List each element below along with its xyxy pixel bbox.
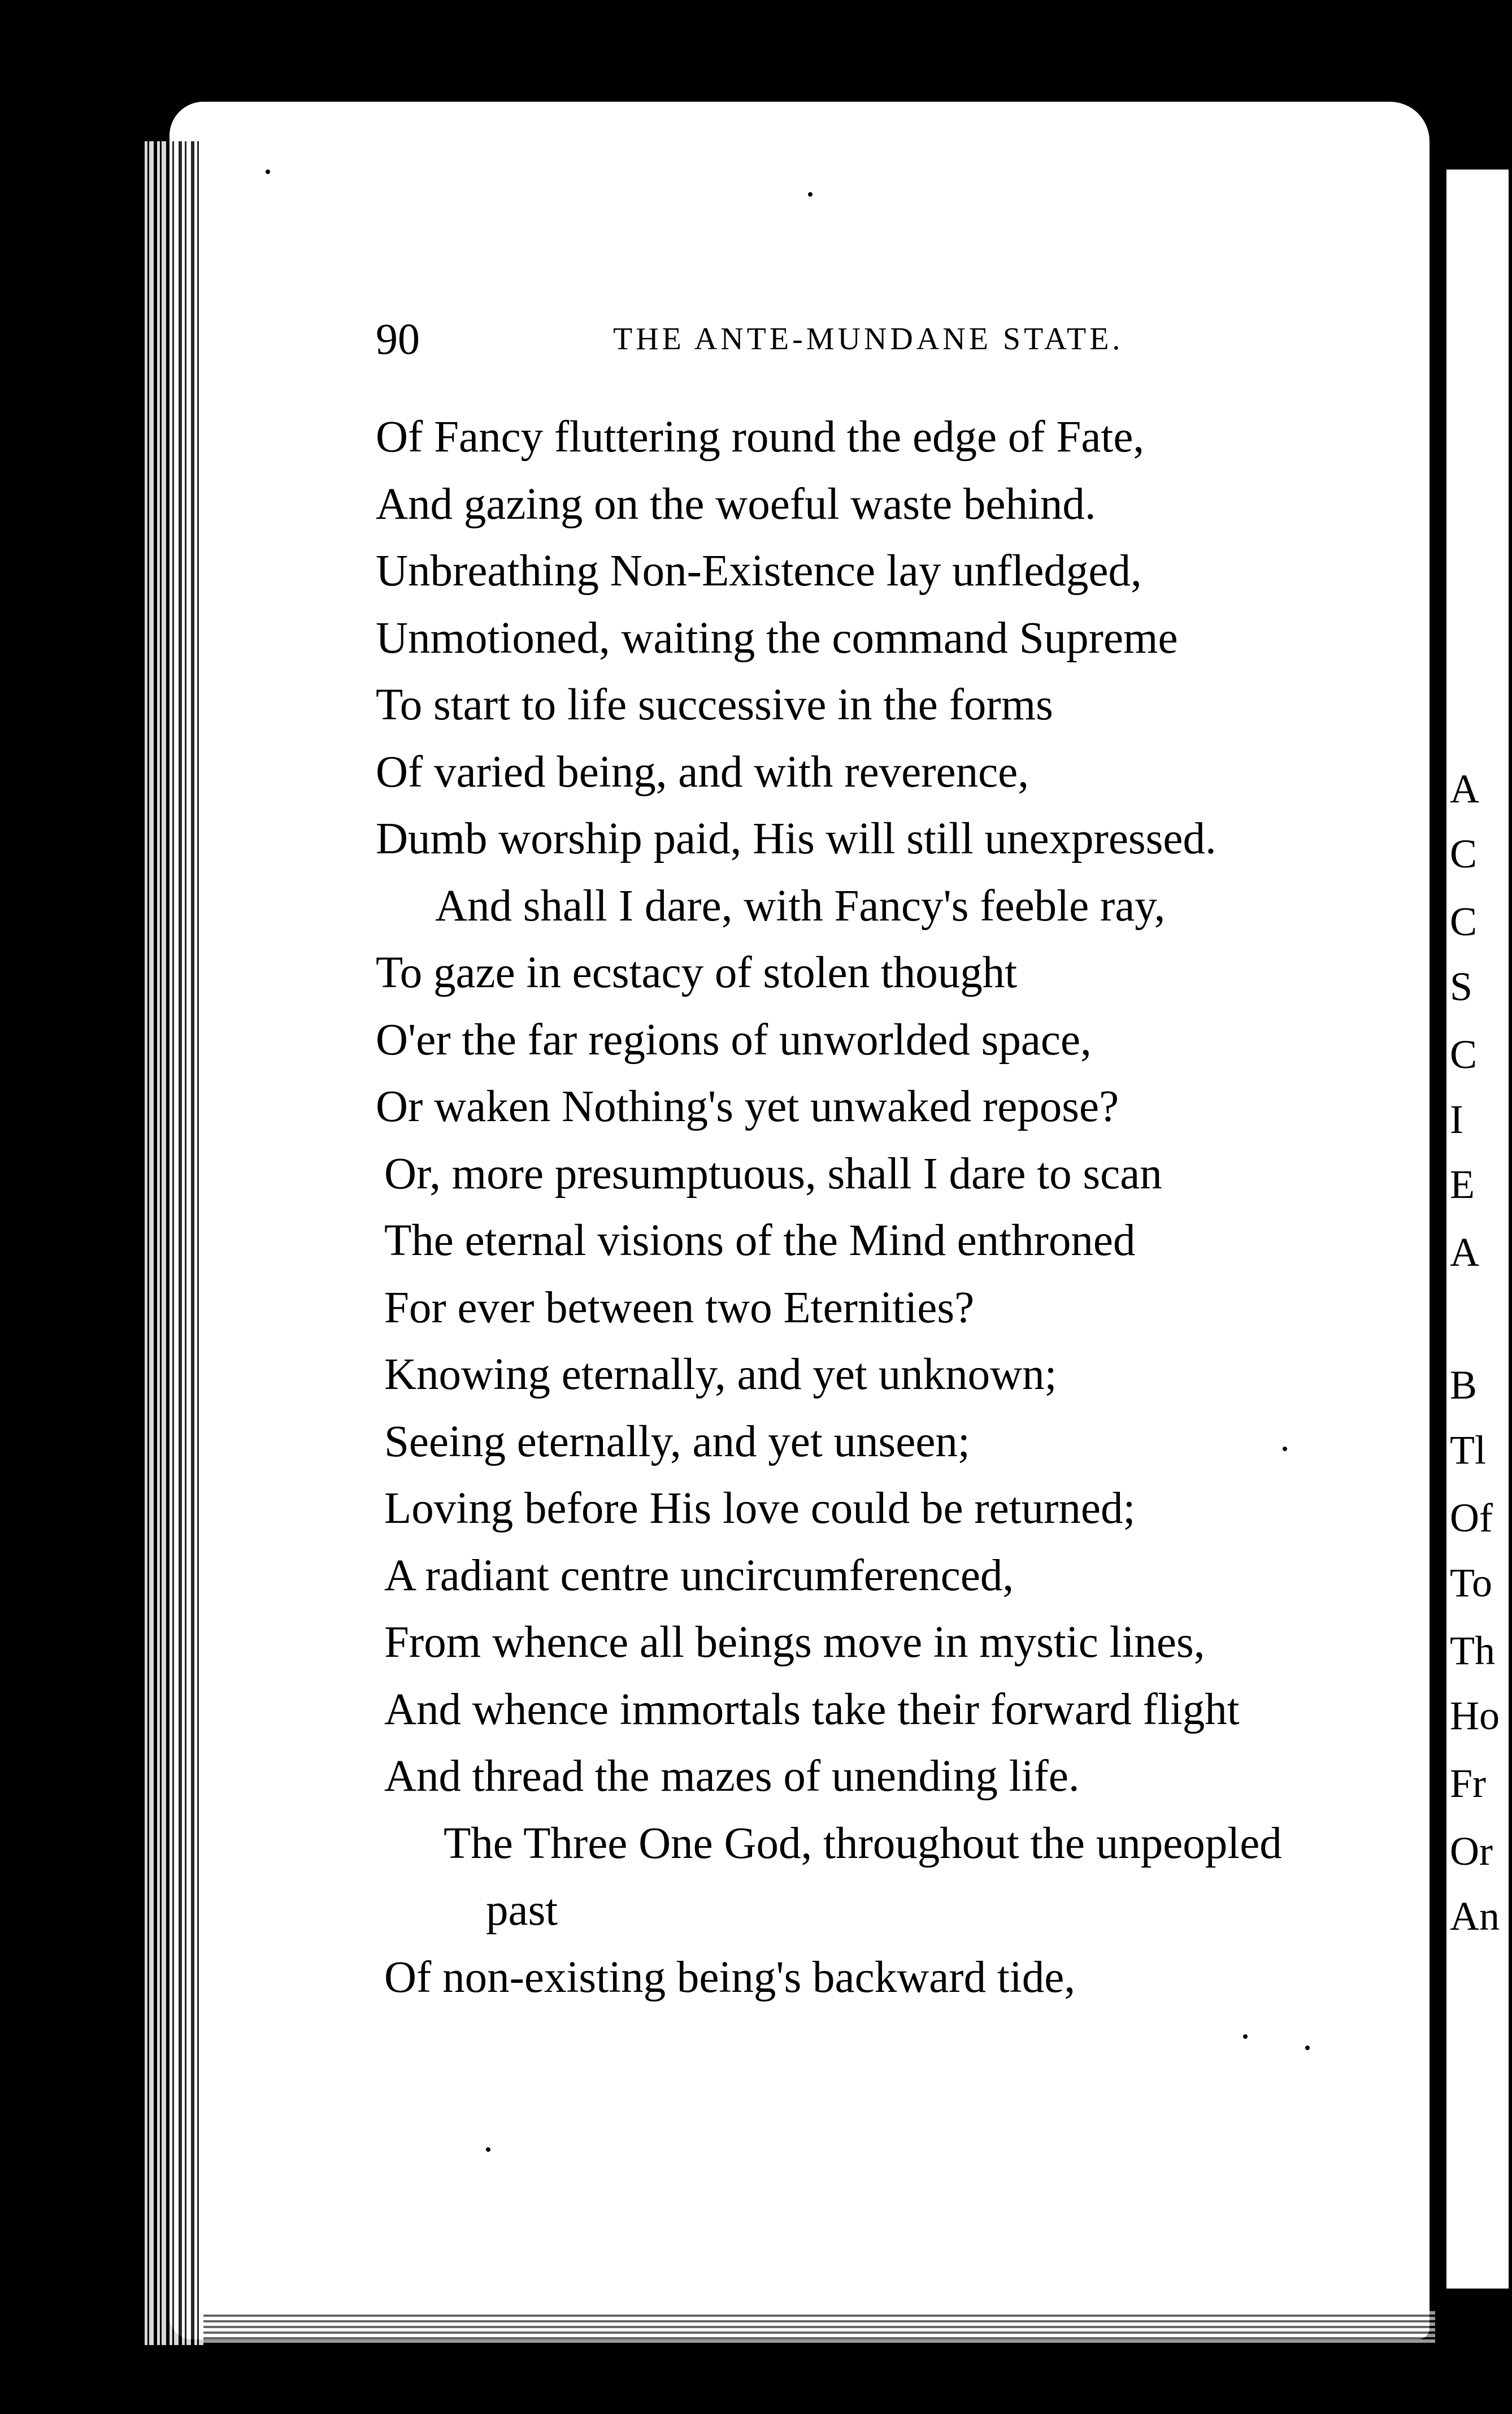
poem-line: And thread the mazes of unending life. [384,1752,1080,1801]
facing-page-fragment: Ho [1450,1695,1500,1736]
facing-page-fragment: C [1450,1034,1478,1075]
poem-line: Or, more presumptuous, shall I dare to scan [384,1149,1162,1199]
poem-line: Or waken Nothing's yet unwaked repose? [376,1082,1119,1131]
poem-line: Unmotioned, waiting the command Supreme [376,613,1178,663]
print-speck [1305,2046,1310,2050]
facing-page-fragment: Or [1450,1831,1493,1872]
facing-page-fragment: B [1450,1365,1478,1405]
facing-page-fragment: S [1450,966,1473,1007]
poem-line: Of non-existing being's backward tide, [384,1952,1076,2002]
poem-line: Of Fancy fluttering round the edge of Fate, [376,413,1145,462]
page-header [376,314,1393,364]
page-gutter-edge [141,141,203,2345]
poem-line: And gazing on the woeful waste behind. [376,479,1096,529]
poem-line: The Three One God, throughout the unpeopled [444,1818,1282,1868]
facing-page-fragment: C [1450,833,1478,874]
facing-page-fragment: E [1450,1164,1475,1205]
print-speck [808,192,813,197]
print-speck [266,170,270,174]
poem-line: Unbreathing Non-Existence lay unfledged, [376,546,1142,596]
facing-page-fragment: Fr [1450,1763,1487,1804]
page-bottom-edge [203,2311,1435,2345]
poem-text [376,404,1427,2011]
poem-line: Knowing eternally, and yet unknown; [384,1350,1057,1399]
poem-line: To gaze in ecstacy of stolen thought [376,948,1018,997]
poem-line: And whence immortals take their forward flight [384,1684,1240,1734]
facing-page-fragment: A [1450,1232,1479,1273]
poem-line: Dumb worship paid, His will still unexpressed. [376,814,1216,863]
poem-line: To start to life successive in the forms [376,680,1053,730]
facing-page-fragment: To [1450,1562,1492,1603]
page-number: 90 [376,314,420,363]
running-title: THE ANTE-MUNDANE STATE. [613,322,1124,357]
poem-line: The eternal visions of the Mind enthroned [384,1216,1136,1265]
facing-page-fragment: Th [1450,1630,1495,1671]
facing-page-fragment: Tl [1450,1430,1486,1470]
poem-line: Of varied being, and with reverence, [376,747,1029,797]
facing-page-fragment: An [1450,1896,1500,1937]
print-speck [1283,1447,1287,1451]
poem-line: A radiant centre uncircumferenced, [384,1551,1014,1600]
poem-line: Seeing eternally, and yet unseen; [384,1417,970,1466]
poem-line: past [486,1886,558,1935]
poem-line: O'er the far regions of unworlded space, [376,1015,1092,1065]
poem-line: For ever between two Eternities? [384,1283,975,1332]
facing-page [1446,170,1509,2289]
poem-line: And shall I dare, with Fancy's feeble ray, [435,881,1166,931]
facing-page-fragment: Of [1450,1497,1493,1538]
poem-line: Loving before His love could be returned; [384,1484,1136,1533]
facing-page-fragment: A [1450,769,1479,809]
print-speck [1243,2034,1248,2039]
poem-line: From whence all beings move in mystic lines, [384,1618,1205,1667]
facing-page-fragment: C [1450,901,1478,942]
print-speck [486,2147,490,2152]
facing-page-fragment: I [1450,1099,1463,1140]
